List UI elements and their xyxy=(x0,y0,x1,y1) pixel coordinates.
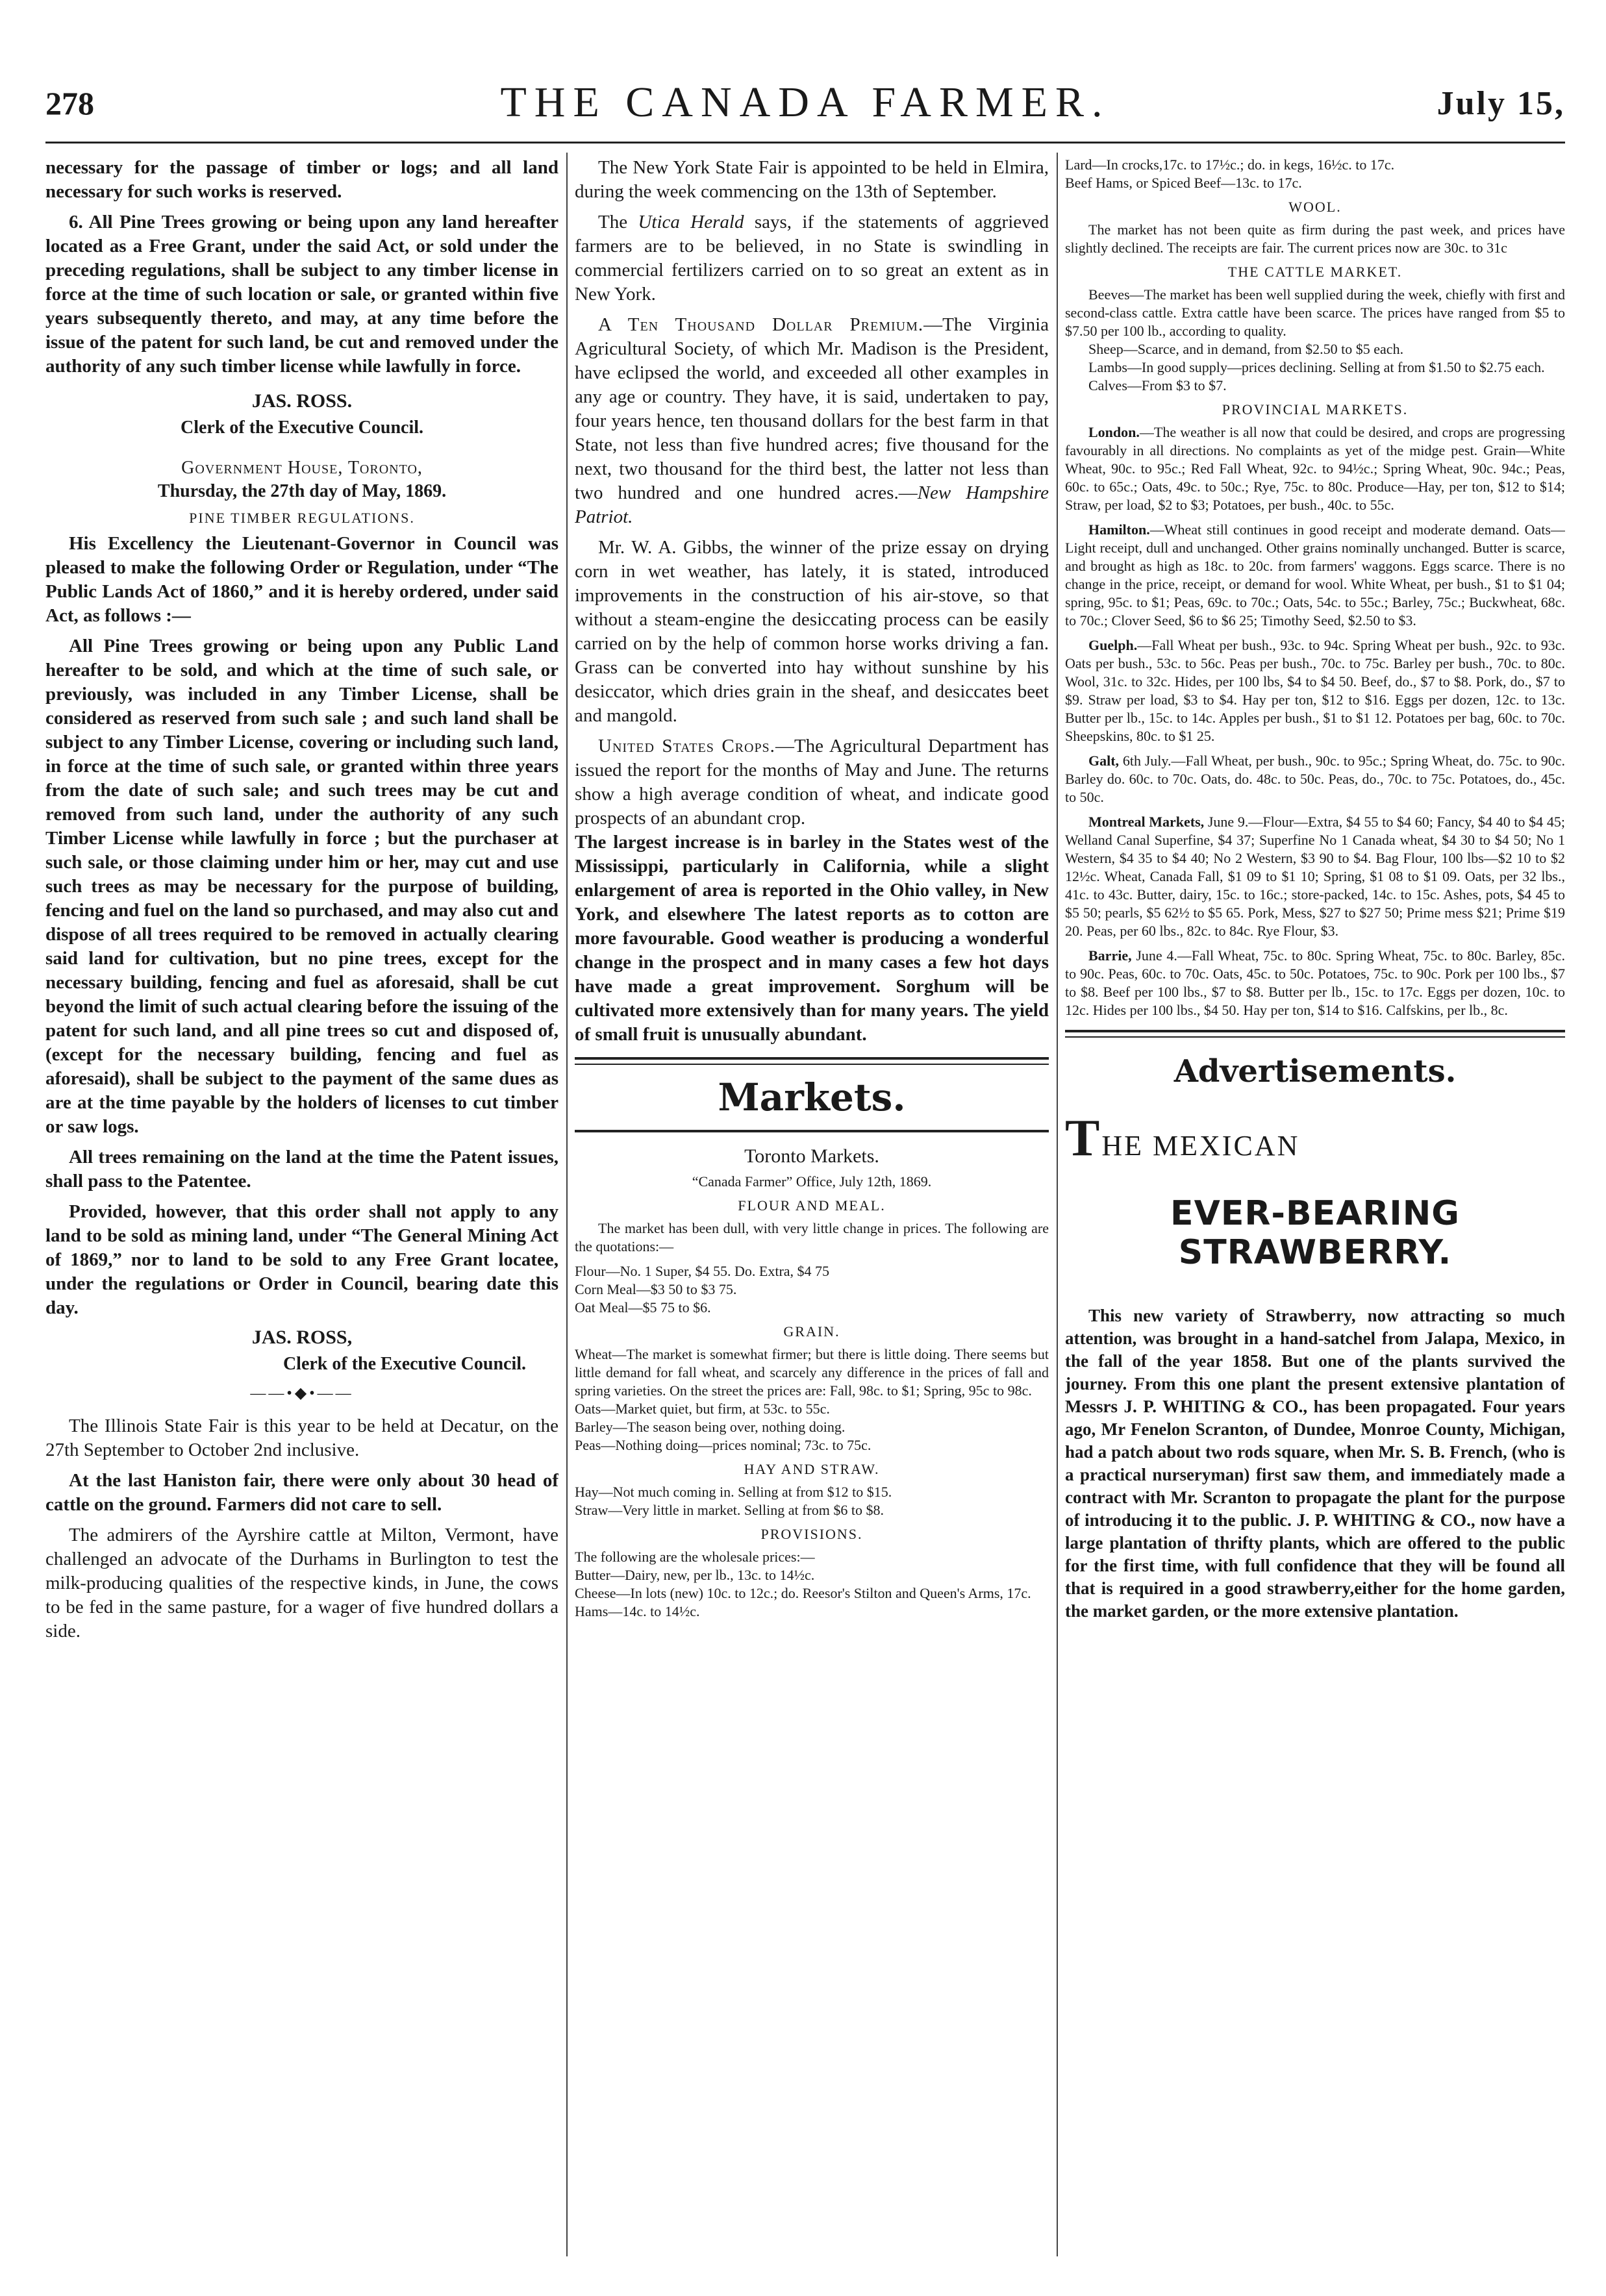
market-report: Guelph.—Fall Wheat per bush., 93c. to 94c. Spring Wheat per bush., 92c. to 93c. Oats per bush., 53c. to 56c. Peas per bush., 70c. to 75c. Barley per bush., 70c. to 80c. Wool, 31c. to 32c. Hides, per 100 lbs, $4 to $4 50. Beef, do., $7 to $8. Pork, do., $7 to $9. Straw per load, $3 to $4. Hay per ton, $12 to $16. Eggs per dozen, 12c. to 13c. Butter per lb., 15c. to 14c. Apples per bush., $1 to $1 12. Potatoes per bag, 60c. to 70c. Sheepskins, 80c. to $1 25. xyxy=(1065,637,1565,744)
ornament-divider: ——•◆•—— xyxy=(250,1385,354,1402)
section-heading: PROVISIONS. xyxy=(760,1526,863,1542)
newspaper-title: THE CANADA FARMER. xyxy=(500,79,1110,126)
advertisements-header: Advertisements. xyxy=(1173,1053,1457,1090)
market-text: Butter—Dairy, new, per lb., 13c. to 14½c. xyxy=(575,1567,815,1583)
ad-subtitle: EVER-BEARING STRAWBERRY. xyxy=(1170,1194,1460,1272)
article-text: United States Crops.—The Agricultural Department has issued the report for the months of May and June. The returns show a high average condition of wheat, and indicate good prospects of an abundant crop. xyxy=(575,736,1049,829)
market-text: Cheese—In lots (new) 10c. to 12c.; do. Reesor's Stilton and Queen's Arms, 17c. xyxy=(575,1585,1031,1601)
market-text: Barley—The season being over, nothing doing. xyxy=(575,1419,846,1435)
issue-date: July 15, xyxy=(1437,85,1565,122)
article-text: The Utica Herald says, if the statements of aggrieved farmers are to be believed, in no State is swindling in commercial fertilizers carried on to so great an extent as in New York. xyxy=(575,212,1049,305)
market-text: Oats—Market quiet, but firm, at 53c. to 55c. xyxy=(575,1401,830,1417)
market-text: Flour—No. 1 Super, $4 55. Do. Extra, $4 75 xyxy=(575,1263,830,1279)
market-text: The market has been dull, with very little change in prices. The following are the quotations:— xyxy=(575,1220,1049,1254)
markets-header: Markets. xyxy=(718,1075,906,1119)
article-text: 6. All Pine Trees growing or being upon any land hereafter located as a Free Grant, under the said Act, or sold under the preceding regulations, shall be subject to any timber license in force at the time of such location or sale, or granted within five years subsequently thereto, and may, at any time before the issue of the patent for such land, be cut and removed under the authority of any such timber license while lawfully in force. xyxy=(45,212,558,377)
section-heading: GRAIN. xyxy=(783,1323,840,1340)
dateline: Thursday, the 27th day of May, 1869. xyxy=(157,481,447,501)
signature: JAS. ROSS. xyxy=(251,390,353,412)
market-report: Galt, 6th July.—Fall Wheat, per bush., 90c. to 95c.; Spring Wheat, do. 75c. to 90c. Barley do. 60c. to 70c. Oats, do. 48c. to 50c. Peas, do., 70c. to 75c. Potatoes, do., 45c. to 50c. xyxy=(1065,753,1565,805)
signature: JAS. ROSS, xyxy=(251,1327,353,1348)
market-text: Corn Meal—$3 50 to $3 75. xyxy=(575,1281,737,1297)
article-text: Mr. W. A. Gibbs, the winner of the prize essay on drying corn in wet weather, has lately, it is stated, introduced improvements in the construction of his air-stove, so that without a steam-engine the desiccating process can be easily carried on by the help of common horse works driving a fan. Grass can be converted into hay without sunshine by his desiccator, which dries grain in the sheaf, and desiccates beet and mangold. xyxy=(575,537,1049,726)
column-2 xyxy=(575,156,1049,2253)
market-text: Lard—In crocks,17c. to 17½c.; do. in kegs, 16½c. to 17c. xyxy=(1065,156,1395,173)
article-text: All Pine Trees growing or being upon any Public Land hereafter to be sold, and which at the time of such sale, or previously, was included in any Timber License, shall be considered as reserved from such sale ; and such land shall be subject to any Timber License, covering or including such land, in force at the time of such sale, or granted within three years from the date of such sale; and such trees may be cut and removed from such land, under the authority of any such Timber License while lawfully in force ; but the purchaser at such sale, or those claiming under him or her, may cut and use such trees as may be necessary for the purpose of building, fencing and fuel on the land so purchased, and may also cut and dispose of all trees required to be removed in actually clearing said land for cultivation, but no pine trees, except for the necessary building, fencing and fuel as aforesaid, shall be cut beyond the limit of such actual clearing before the issuing of the patent for such land, and all pine trees so cut and disposed of, (except for the necessary building, fencing and fuel as aforesaid), shall be subject to the payment of the same dues as are at the time payable by the holders of licenses to cut timber or saw logs. xyxy=(45,636,558,1137)
market-text: Hams—14c. to 14½c. xyxy=(575,1603,700,1619)
signature-title: Clerk of the Executive Council. xyxy=(282,1354,526,1374)
market-text: Peas—Nothing doing—prices nominal; 73c. to 75c. xyxy=(575,1437,872,1453)
article-text: Provided, however, that this order shall not apply to any land to be sold as mining land, under “The General Mining Act of 1869,” nor to land to be sold to any Free Grant locatee, under the regulations or Order in Council, bearing date this day. xyxy=(45,1201,558,1318)
article-text: The Illinois State Fair is this year to be held at Decatur, on the 27th September to October 2nd inclusive. xyxy=(45,1416,558,1460)
masthead-rule xyxy=(45,142,1565,144)
column-divider xyxy=(1057,153,1058,2256)
market-text: Sheep—Scarce, and in demand, from $2.50 to $5 each. xyxy=(1088,341,1404,357)
market-text: The market has not been quite as firm during the past week, and prices have slightly declined. The receipts are fair. The current prices now are 30c. to 31c xyxy=(1065,221,1565,256)
section-heading: WOOL. xyxy=(1288,199,1342,215)
article-text: The largest increase is in barley in the States west of the Mississippi, particularly in California, while a slight enlargement of area is reported in the Ohio valley, in New York, and elsewhere The latest reports as to cotton are more favourable. Good weather is producing a wonderful change in the prospect and in many cases a few hot days have made a great improvement. Sorghum will be cultivated more extensively than for many years. The yield of small fruit is unusually abundant. xyxy=(575,832,1049,1045)
market-text: Wheat—The market is somewhat firmer; but there is little doing. There seems but little demand for fall wheat, and scarcely any difference in the prices of fall and spring varieties. On the street the prices are: Fall, 98c. to $1; Spring, 95c to 98c. xyxy=(575,1346,1049,1399)
market-text: Straw—Very little in market. Selling at from $6 to $8. xyxy=(575,1502,884,1518)
section-heading: THE CATTLE MARKET. xyxy=(1227,264,1403,280)
article-text: At the last Haniston fair, there were only about 30 head of cattle on the ground. Farmers did not care to sell. xyxy=(45,1470,558,1515)
market-text: Calves—From $3 to $7. xyxy=(1088,377,1227,393)
market-report: Hamilton.—Wheat still continues in good receipt and moderate demand. Oats—Light receipt, dull and unchanged. Other grains nominally unchanged. Butter is scarce, and brought as high as 18c. to 20c. from farmers' waggons. Eggs scarce. There is no change in the price, receipt, or demand for wool. White Wheat, per bush., $1 to $1 04; spring, 95c. to $1; Peas, 69c. to 70c.; Oats, 54c. to 55c.; Barley, 75c.; Buckwheat, 68c. to 70c.; Clover Seed, $6 to $6 25; Timothy Seed, $2.50 to $3. xyxy=(1065,521,1565,629)
market-heading: Toronto Markets. xyxy=(744,1145,879,1167)
dateline: “Canada Farmer” Office, July 12th, 1869. xyxy=(692,1173,932,1190)
section-heading: HAY AND STRAW. xyxy=(744,1461,880,1477)
market-text: Hay—Not much coming in. Selling at from $12 to $15. xyxy=(575,1484,892,1500)
advertisement xyxy=(1065,1304,1565,1623)
article-text: All trees remaining on the land at the time the Patent issues, shall pass to the Patentee. xyxy=(45,1147,558,1192)
column-1 xyxy=(45,156,558,2253)
market-text: Beeves—The market has been well supplied during the week, chiefly with first and second-class cattle. Extra cattle have been scarce. The prices have ranged from $5 to $7.50 per 100 lb., according to quality. xyxy=(1065,286,1565,339)
market-text: The following are the wholesale prices:— xyxy=(575,1549,815,1565)
article-text: A Ten Thousand Dollar Premium.—The Virginia Agricultural Society, of which Mr. Madison is the President, have eclipsed the world, and exceeded all other examples in any age or country. They have, it is said, undertaken to pay, four years hence, ten thousand dollars for the best farm in that State, not less than five hundred acres; five thousand for the next, two thousand for the third best, the latter not less than two hundred and one hundred acres.—New Hampshire Patriot. xyxy=(575,314,1049,527)
page-number: 278 xyxy=(45,85,94,121)
section-rule xyxy=(575,1130,1049,1132)
ad-title: THE MEXICAN xyxy=(1065,1110,1300,1167)
article-text: His Excellency the Lieutenant-Governor in Council was pleased to make the following Order or Regulation, under “The Public Lands Act of 1860,” and it is hereby ordered, under said Act, as follows :— xyxy=(45,533,558,626)
section-heading: PROVINCIAL MARKETS. xyxy=(1222,401,1409,418)
market-text: Lambs—In good supply—prices declining. Selling at from $1.50 to $2.75 each. xyxy=(1088,359,1545,375)
column-divider xyxy=(566,153,568,2256)
column-3 xyxy=(1065,156,1565,2253)
section-rule xyxy=(1065,1030,1565,1038)
section-heading: FLOUR AND MEAL. xyxy=(738,1197,886,1214)
article-text: The admirers of the Ayrshire cattle at Milton, Vermont, have challenged an advocate of the Durhams in Burlington to test the milk-producing qualities of the respective kinds, in June, the cows to be fed in the same pasture, for a wager of five hundred dollars a side. xyxy=(45,1525,558,1641)
dateline: Government House, Toronto, xyxy=(181,458,423,478)
market-report: London.—The weather is all now that could be desired, and crops are progressing favourably in all directions. No complaints as yet of the midge pest. Grain—White Wheat, 90c. to 95c.; Red Fall Wheat, 92c. to 94½c.; Spring Wheat, 90c. 94c.; Peas, 60c. to 65c.; Oats, 49c. to 50c.; Rye, 75c. to 80c. Produce—Hay, per ton, $12 to $14; Straw, per load, $2 to $3; Potatoes, per bush., 40c. to 55c. xyxy=(1065,424,1565,513)
masthead xyxy=(45,78,1565,143)
market-text: Oat Meal—$5 75 to $6. xyxy=(575,1299,711,1316)
section-heading: PINE TIMBER REGULATIONS. xyxy=(189,510,415,526)
signature-title: Clerk of the Executive Council. xyxy=(180,418,424,438)
section-rule xyxy=(575,1057,1049,1065)
market-report: Montreal Markets, June 9.—Flour—Extra, $4 55 to $4 60; Fancy, $4 40 to $4 45; Welland Canal Superfine, $4 37; Superfine No 1 Canada wheat, $4 30 to $4 50; No 1 Western, $4 35 to $4 40; No 2 Western, $3 90 to $4. Bag Flour, 100 lbs—$2 10 to $2 12½c. Wheat, Canada Fall, $1 09 to $1 10; Spring, $1 08 to $1 09. Oats, per 32 lbs., 41c. to 43c. Butter, dairy, 15c. to 16c.; store-packed, 14c. to 15c. Ashes, pots, $4 45 to $5 50; pearls, $5 62½ to $5 65. Pork, Mess, $27 to $27 50; Prime mess $21; Prime $19 20. Peas, per 60 lbs., 82c. to 84c. Rye Flour, $3. xyxy=(1065,814,1565,939)
article-text: The New York State Fair is appointed to be held in Elmira, during the week commencing on the 13th of September. xyxy=(575,157,1049,202)
article-text: necessary for the passage of timber or logs; and all land necessary for such works is reserved. xyxy=(45,157,558,202)
ad-text: This new variety of Strawberry, now attracting so much attention, was brought in a hand-satchel from Jalapa, Mexico, in the fall of the year 1858. But one of the plants survived the journey. From this one plant the present extensive plantation of Messrs J. P. WHITING & CO., has been propagated. Four years ago, Mr Fenelon Scranton, of Dundee, Monroe County, Michigan, had a patch about two rods square, when Mr. S. B. French, (who is a practical nurseryman) first saw them, and immediately made a contract with Mr. Scranton to propagate the plant for the purpose of introducing it to the public. J. P. WHITING & CO., now have a large plantation of thrifty plants, which are offered to the public for the first time, with full confidence that they will be found all that is required in a good strawberry,either for the home garden, the market garden, or the more extensive plantation. xyxy=(1065,1306,1565,1621)
market-report: Barrie, June 4.—Fall Wheat, 75c. to 80c. Spring Wheat, 75c. to 80c. Barley, 85c. to 90c. Peas, 60c. to 70c. Oats, 45c. to 50c. Potatoes, 75c. to 90c. Pork per 100 lbs., $7 to $8. Beef per 100 lbs., $7 to $8. Butter per lb., 15c. to 17c. Eggs per dozen, 10c. to 12c. Hides per 100 lbs., $4 50. Hay per ton, $14 to $16. Calfskins, per lb., 8c. xyxy=(1065,947,1565,1018)
market-text: Beef Hams, or Spiced Beef—13c. to 17c. xyxy=(1065,175,1302,191)
